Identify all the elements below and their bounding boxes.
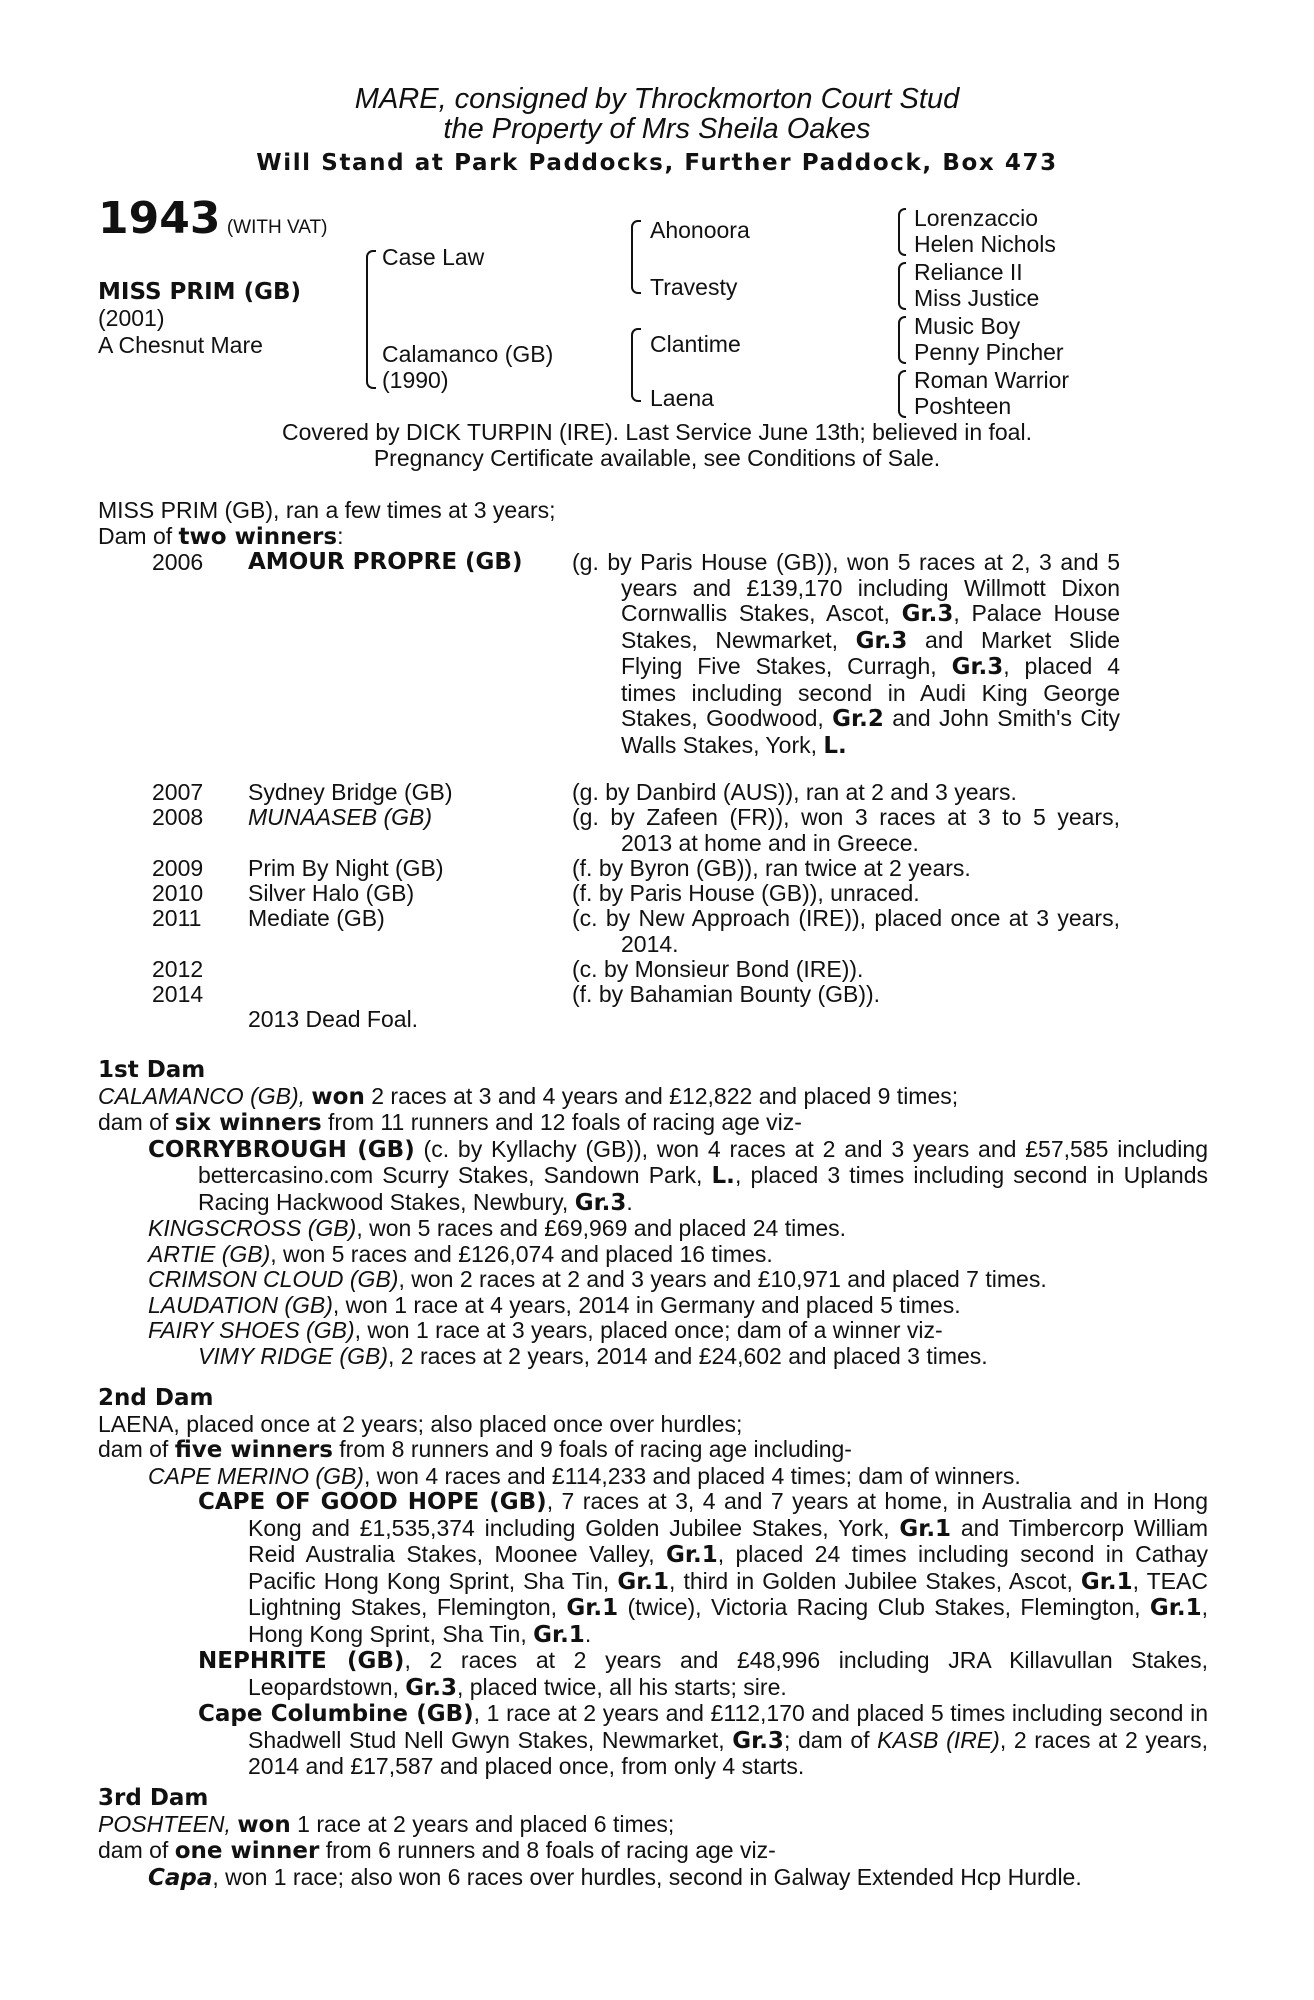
grade: Gr.1 <box>899 1515 952 1542</box>
horse-name: MISS PRIM (GB) <box>98 279 302 305</box>
winners-count: five winners <box>174 1437 333 1463</box>
produce-name: NEPHRITE (GB) <box>198 1648 405 1674</box>
produce-name: LAUDATION (GB) <box>148 1291 333 1318</box>
produce-entry <box>98 1344 1208 1370</box>
produce-name: KINGSCROSS (GB) <box>148 1215 357 1241</box>
grade: Gr.1 <box>1080 1568 1133 1595</box>
text: won <box>237 1811 291 1838</box>
dam-line <box>98 1812 1208 1839</box>
lot-number-line <box>98 193 328 244</box>
produce-entry <box>98 1464 1208 1490</box>
text: , placed twice, all his starts; sire. <box>456 1673 787 1700</box>
produce-entry <box>98 1293 1208 1319</box>
text: , 2 races at 2 years, 2014 and £17,587 and placed once, from only 4 starts. <box>248 1726 1208 1779</box>
text: , won 1 race at 4 years, 2014 in Germany and placed 5 times. <box>332 1291 961 1318</box>
foal-name: Mediate (GB) <box>248 905 385 931</box>
grade: Gr.3 <box>855 627 908 654</box>
pedigree-gen3-3: Reliance II <box>914 259 1023 285</box>
text: , won 4 races and £114,233 and placed 4 times; dam of winners. <box>363 1462 1021 1489</box>
sire-dam-bracket <box>366 250 376 389</box>
text: , placed 3 times including second in Uplands Racing Hackwood Stakes, Newbury, <box>198 1162 1208 1215</box>
produce-name: FAIRY SHOES (GB) <box>148 1317 355 1343</box>
dam-of-line <box>98 1838 1208 1865</box>
bracket-3 <box>898 316 906 364</box>
first-dam-section <box>98 1058 1208 1369</box>
text: , Palace House Stakes, Newmarket, <box>621 600 1120 653</box>
pedigree-gen3-2: Helen Nichols <box>914 231 1056 257</box>
text: . <box>584 1620 592 1647</box>
pedigree-sire-sire: Ahonoora <box>650 217 750 243</box>
text: (c. by Kyllachy (GB)), won 4 races at 2 and 3 years and £57,585 including bettercasino.com Scurry Stakes, Sandown Park, <box>198 1135 1208 1188</box>
pedigree-gen3-6: Penny Pincher <box>914 339 1064 365</box>
text: , 7 races at 3, 4 and 7 years at home, in Australia and in Hong Kong and £1,535,374 including Golden Jubilee Stakes, York, <box>248 1488 1208 1541</box>
pedigree-gen3-7: Roman Warrior <box>914 367 1070 393</box>
grade: Gr.1 <box>533 1621 585 1648</box>
bracket-1 <box>898 208 906 256</box>
produce-entry <box>98 1137 1208 1217</box>
text: , placed 4 times including second in Audi King George Stakes, Goodwood, <box>621 653 1120 731</box>
text: dam of <box>98 1109 175 1135</box>
produce-entry <box>98 1489 1208 1648</box>
foal-description: (f. by Bahamian Bounty (GB)). <box>572 981 881 1007</box>
vat-label: (WITH VAT) <box>226 217 328 238</box>
grade: Gr.3 <box>574 1189 627 1216</box>
produce-name: CAPE OF GOOD HOPE (GB) <box>198 1489 547 1515</box>
stand-location: Will Stand at Park Paddocks, Further Paddock, Box 473 <box>256 150 1058 176</box>
grade: Gr.3 <box>901 601 954 627</box>
text: , won 2 races at 2 and 3 years and £10,971 and placed 7 times. <box>398 1266 1047 1292</box>
dam-of-line <box>98 1110 1208 1137</box>
text: , won 5 races and £69,969 and placed 24 times. <box>356 1215 847 1241</box>
text: , placed 24 times including second in Cathay Pacific Hong Kong Sprint, Sha Tin, <box>248 1541 1208 1594</box>
text: , Hong Kong Sprint, Sha Tin, <box>248 1594 1208 1647</box>
produce-entry <box>98 1648 1208 1701</box>
produce-entry <box>98 1701 1208 1780</box>
pedigree-dam: Calamanco (GB) <box>382 341 554 367</box>
grade: Gr.3 <box>951 654 1004 680</box>
produce-name: Capa <box>148 1864 213 1891</box>
text: (g. by Paris House (GB)), won 5 races at 2, 3 and 5 years and £139,170 including Willmott Dixon Cornwallis Stakes, Ascot, <box>572 549 1120 626</box>
foal-year: 2012 <box>152 956 204 982</box>
grade: Gr.1 <box>666 1542 718 1568</box>
text: from 6 runners and 8 foals of racing age viz- <box>319 1837 776 1863</box>
winners-count: two winners <box>178 524 338 550</box>
text: 2 races at 3 and 4 years and £12,822 and placed 9 times; <box>364 1082 959 1109</box>
dead-foal-note: 2013 Dead Foal. <box>248 1006 419 1032</box>
section-heading: 1st Dam <box>98 1057 206 1083</box>
grade: L. <box>823 732 847 759</box>
pedigree-gen3-8: Poshteen <box>914 393 1012 419</box>
foal-name: Prim By Night (GB) <box>248 855 444 881</box>
foal-year: 2008 <box>152 804 204 830</box>
pedigree-gen3-4: Miss Justice <box>914 285 1040 311</box>
foal-name: Sydney Bridge (GB) <box>248 779 453 805</box>
pedigree-gen3-5: Music Boy <box>914 313 1021 339</box>
text: from 8 runners and 9 foals of racing age including- <box>332 1436 852 1462</box>
foal-description: (f. by Paris House (GB)), unraced. <box>572 880 920 906</box>
foal-year: 2006 <box>152 549 204 575</box>
text: Dam of <box>98 523 179 549</box>
dam-line <box>98 1084 1208 1111</box>
text: , 2 races at 2 years and £48,996 including JRA Killavullan Stakes, Leopardstown, <box>248 1647 1208 1700</box>
text: , 1 race at 2 years and £112,170 and placed 5 times including second in Shadwell Stud Nell Gwyn Stakes, Newmarket, <box>248 1700 1208 1753</box>
grade: L. <box>711 1163 735 1189</box>
dam-of-line <box>98 1437 1208 1464</box>
pedigree-sire-dam: Travesty <box>650 274 738 300</box>
text: , won 5 races and £126,074 and placed 16 times. <box>270 1240 773 1267</box>
foal-description: (f. by Byron (GB)), ran twice at 2 years. <box>572 855 971 881</box>
consignor-line: MARE, consigned by Throckmorton Court Stud <box>354 83 960 115</box>
produce-name: CORRYBROUGH (GB) <box>148 1136 415 1163</box>
produce-entry <box>98 1318 1208 1344</box>
grade: Gr.1 <box>1149 1595 1202 1621</box>
text: , won 1 race at 3 years, placed once; dam of a winner viz- <box>354 1317 943 1343</box>
grade: Gr.3 <box>732 1727 784 1754</box>
lot-number: 1943 <box>98 193 221 244</box>
text: , TEAC Lightning Stakes, Flemington, <box>248 1567 1208 1620</box>
text: and Market Slide Flying Five Stakes, Curragh, <box>621 626 1120 679</box>
text: dam of <box>98 1837 175 1863</box>
winners-count: one winner <box>174 1838 320 1864</box>
second-dam-section <box>98 1386 1208 1780</box>
text: , won 1 race; also won 6 races over hurdles, second in Galway Extended Hcp Hurdle. <box>212 1863 1082 1890</box>
horse-description: A Chesnut Mare <box>98 332 263 358</box>
bracket-2 <box>898 262 906 310</box>
text: : <box>337 523 344 549</box>
horse-year: (2001) <box>98 305 165 331</box>
produce-name: ARTIE (GB) <box>148 1240 271 1267</box>
foal-description: (g. by Danbird (AUS)), ran at 2 and 3 years. <box>572 779 1017 805</box>
pedigree-dam-sire: Clantime <box>650 331 741 357</box>
dam-parents-bracket <box>631 328 641 402</box>
dam-line: LAENA, placed once at 2 years; also placed once over hurdles; <box>98 1410 743 1437</box>
pregnancy-line: Pregnancy Certificate available, see Conditions of Sale. <box>373 445 941 471</box>
pedigree-sire: Case Law <box>382 244 485 270</box>
section-heading: 2nd Dam <box>98 1385 214 1411</box>
text: , 2 races at 2 years, 2014 and £24,602 and placed 3 times. <box>388 1342 988 1369</box>
property-line: the Property of Mrs Sheila Oakes <box>443 113 871 145</box>
text: (twice), Victoria Racing Club Stakes, Flemington, <box>618 1594 1150 1620</box>
catalogue-header <box>0 84 1314 182</box>
section-heading: 3rd Dam <box>98 1785 209 1811</box>
produce-name: Cape Columbine (GB) <box>198 1701 474 1727</box>
grade: Gr.2 <box>832 706 884 732</box>
text: 1 race at 2 years and placed 6 times; <box>290 1810 675 1837</box>
produce-entry <box>98 1267 1208 1293</box>
pedigree-gen3-1: Lorenzaccio <box>914 205 1039 231</box>
foal-description <box>572 550 1120 759</box>
text: ; dam of <box>783 1726 878 1753</box>
foal-year: 2014 <box>152 981 204 1007</box>
produce-entry <box>98 1216 1208 1242</box>
dam-name: POSHTEEN, <box>98 1810 238 1837</box>
produce-entry <box>98 1242 1208 1268</box>
foal-year: 2010 <box>152 880 204 906</box>
sire-parents-bracket <box>631 220 641 294</box>
produce-name: VIMY RIDGE (GB) <box>198 1342 388 1369</box>
winners-count: six winners <box>174 1110 322 1136</box>
text: from 11 runners and 12 foals of racing age viz- <box>321 1109 802 1135</box>
foal-name: MUNAASEB (GB) <box>248 804 433 830</box>
pedigree-dam-year: (1990) <box>382 367 449 393</box>
foal-name: AMOUR PROPRE (GB) <box>248 549 523 575</box>
dam-name: CALAMANCO (GB), <box>98 1082 312 1109</box>
bracket-4 <box>898 370 906 418</box>
foal-name: Silver Halo (GB) <box>248 880 415 906</box>
produce-name: CAPE MERINO (GB) <box>148 1462 364 1489</box>
text: . <box>626 1188 633 1215</box>
text: dam of <box>98 1436 175 1462</box>
miss-prim-intro: MISS PRIM (GB), ran a few times at 3 years; <box>98 497 556 523</box>
text: won <box>311 1083 365 1110</box>
text: and John Smith's City Walls Stakes, York, <box>621 705 1120 758</box>
pedigree-dam-dam: Laena <box>650 385 714 411</box>
grade: Gr.1 <box>566 1595 619 1621</box>
foal-year: 2011 <box>152 905 202 931</box>
text: , third in Golden Jubilee Stakes, Ascot, <box>669 1567 1081 1594</box>
produce-entry <box>98 1865 1208 1892</box>
miss-prim-dam-of <box>98 524 344 551</box>
foal-year: 2009 <box>152 855 204 881</box>
covered-line: Covered by DICK TURPIN (IRE). Last Service June 13th; believed in foal. <box>282 419 1032 445</box>
foal-description: (g. by Zafeen (FR)), won 3 races at 3 to 5 years, 2013 at home and in Greece. <box>572 804 1120 856</box>
foal-description: (c. by New Approach (IRE)), placed once at 3 years, 2014. <box>572 905 1120 957</box>
text: and Timbercorp William Reid Australia Stakes, Moonee Valley, <box>248 1514 1208 1567</box>
grade: Gr.3 <box>405 1674 457 1701</box>
third-dam-section <box>98 1786 1208 1891</box>
produce-name: KASB (IRE) <box>877 1726 1000 1753</box>
foal-year: 2007 <box>152 779 204 805</box>
foal-description: (c. by Monsieur Bond (IRE)). <box>572 956 864 982</box>
grade: Gr.1 <box>617 1568 669 1595</box>
produce-name: CRIMSON CLOUD (GB) <box>148 1266 399 1292</box>
